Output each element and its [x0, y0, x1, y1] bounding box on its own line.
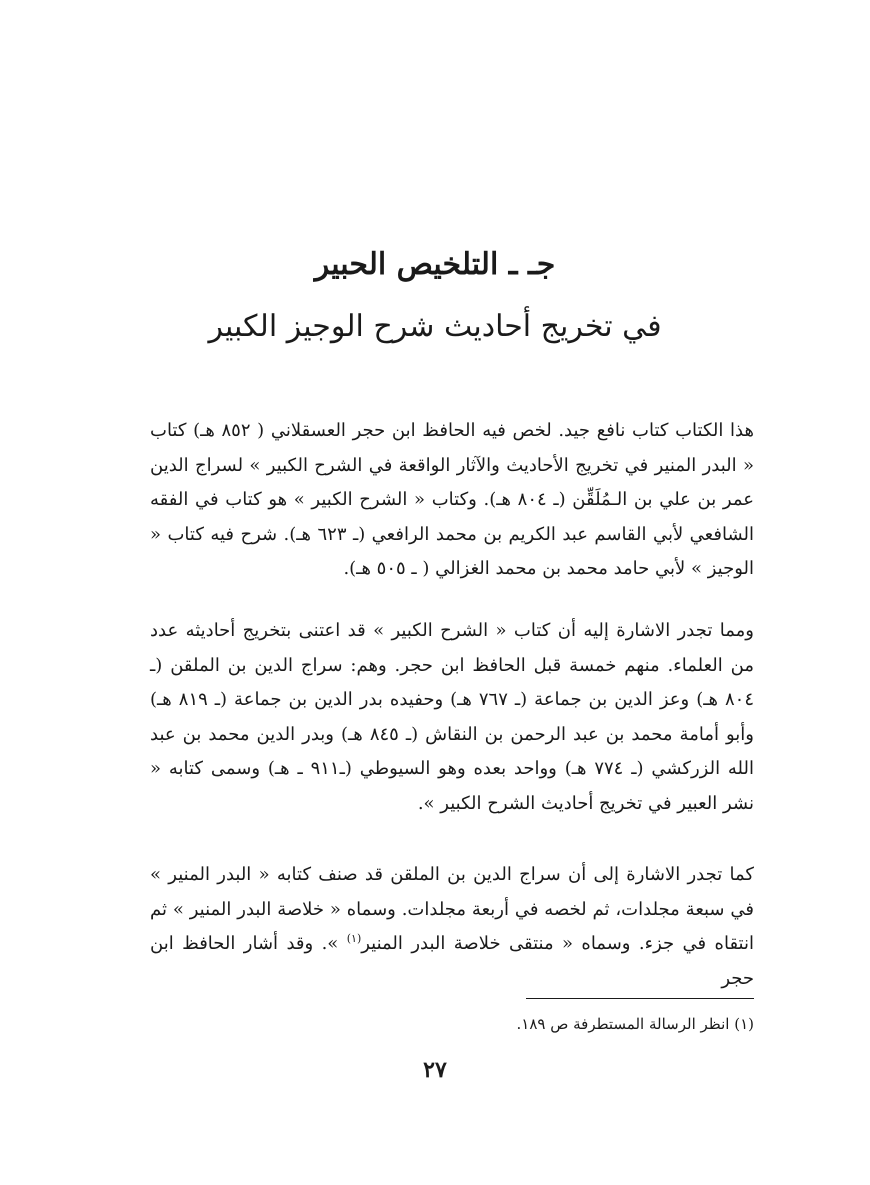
paragraph-3-continuation: ». وقد أشار الحافظ ابن حجر — [150, 933, 754, 989]
footnote-reference: (١) — [346, 932, 362, 946]
chapter-title: جـ ـ التلخيص الحبير — [314, 247, 556, 282]
footnote-divider — [526, 998, 754, 999]
paragraph-1: هذا الكتاب كتاب نافع جيد. لخص فيه الحافظ ابن حجر العسقلاني ( ٨٥٢ هـ) كتاب « البدر المنير في تخريج الأحاديث والآثار الواقعة في الشرح الكبير » لسراج الدين عمر بن علي بن الـمُلَقِّن (ـ ٨٠٤ هـ). وكتاب « الشرح الكبير » هو كتاب في الفقه الشافعي لأبي القاسم عبد الكريم بن محمد الرافعي (ـ ٦٢٣ هـ). شرح فيه كتاب « الوجيز » لأبي حامد محمد بن محمد الغزالي ( ـ ٥٠٥ هـ). — [150, 420, 754, 580]
paragraph-3 — [150, 858, 754, 996]
paragraph-2: ومما تجدر الاشارة إليه أن كتاب « الشرح الكبير » قد اعتنى بتخريج أحاديثه عدد من العلماء. منهم خمسة قبل الحافظ ابن حجر. وهم: سراج الدين بن الملقن (ـ ٨٠٤ هـ) وعز الدين بن جماعة (ـ ٧٦٧ هـ) وحفيده بدر الدين بن جماعة (ـ ٨١٩ هـ) وأبو أمامة محمد بن عبد الرحمن بن النقاش (ـ ٨٤٥ هـ) وبدر الدين محمد بن عبد الله الزركشي (ـ ٧٧٤ هـ) وواحد بعده وهو السيوطي (ـ٩١١ ـ هـ) وسمى كتابه « نشر العبير في تخريج أحاديث الشرح الكبير ». — [150, 620, 755, 814]
chapter-subtitle: في تخريج أحاديث شرح الوجيز الكبير — [208, 309, 662, 344]
footnote: (١) انظر الرسالة المستطرفة ص ١٨٩. — [516, 1015, 754, 1033]
page-number: ٢٧ — [423, 1057, 447, 1083]
paragraph-3-text: كما تجدر الاشارة إلى أن سراج الدين بن الملقن قد صنف كتابه « البدر المنير » في سبعة مجلدات، ثم لخصه في أربعة مجلدات. وسماه « خلاصة البدر المنير » ثم انتقاه في جزء. وسماه « منتقى خلاصة البدر المنير — [150, 864, 754, 955]
